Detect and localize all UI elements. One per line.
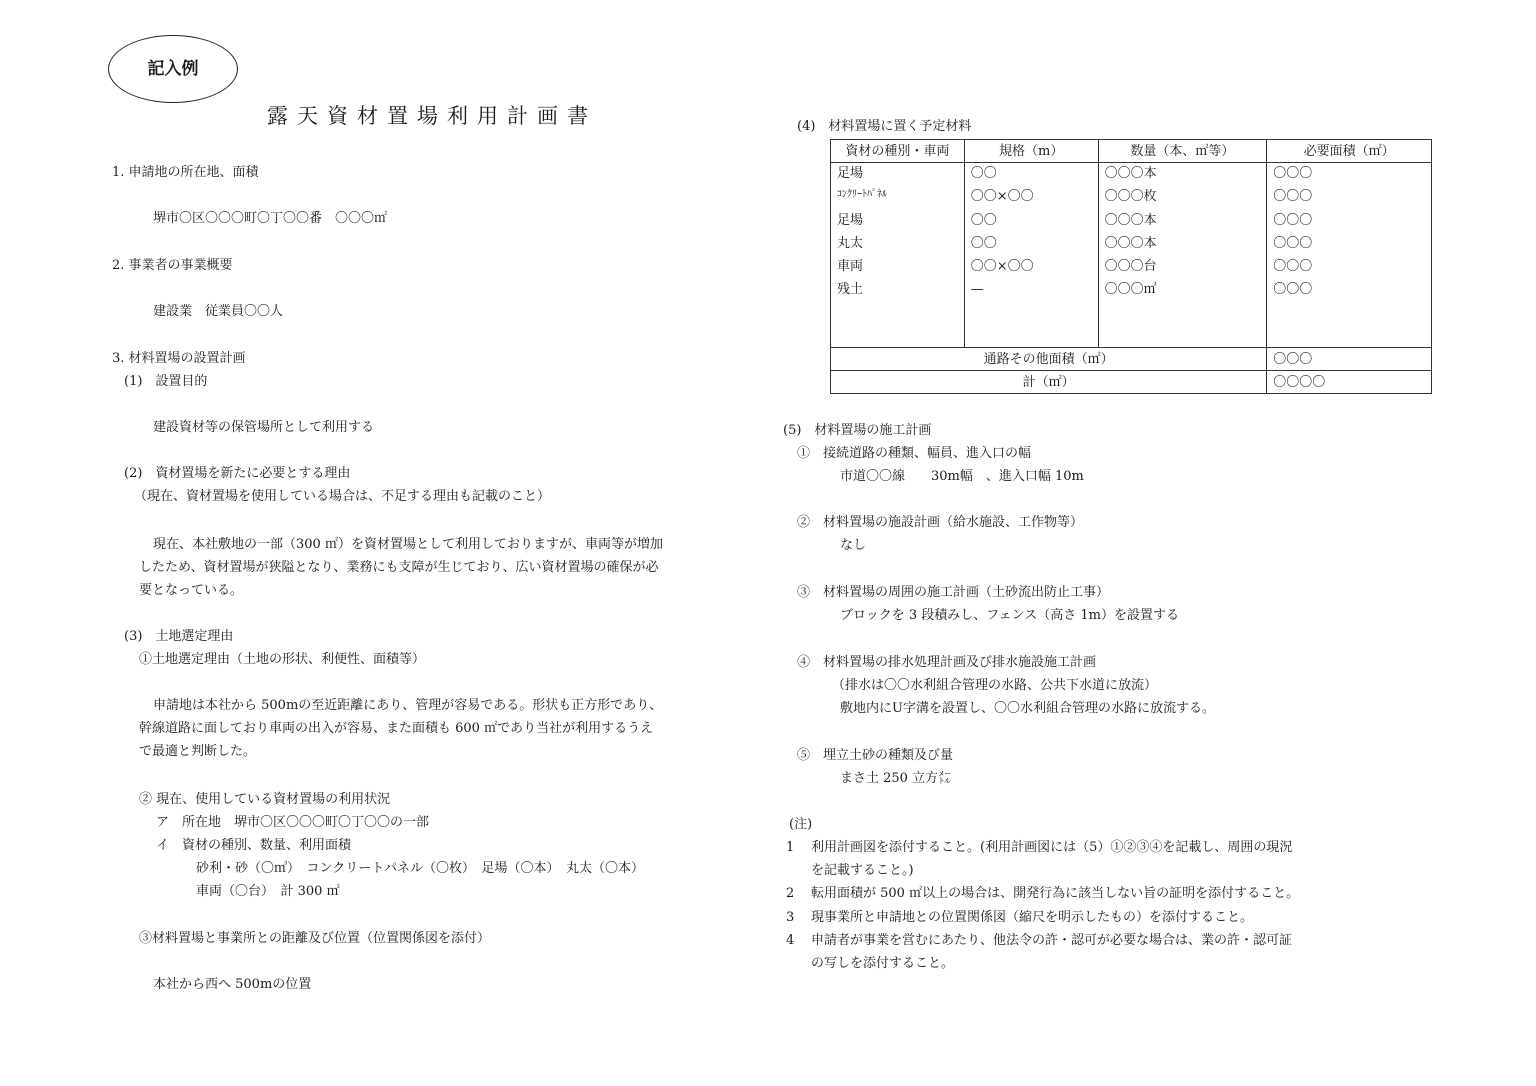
section-3-3-2-location: ア 所在地 堺市〇区〇〇〇町〇丁〇〇の一部 (156, 815, 430, 830)
table-cell: 〇〇〇台 (1104, 259, 1157, 275)
section-3-2-body-line-2: したため、資材置場が狭隘となり、業務にも支障が生じており、広い資材置場の確保が必 (139, 560, 659, 575)
note-text: 現事業所と申請地との位置関係図（縮尺を明示したもの）を添付すること。 (811, 910, 1254, 925)
note-number: 4 (786, 933, 795, 948)
total-row (831, 371, 1432, 394)
section-3-3-1-body-line-1: 申請地は本社から 500mの至近距離にあり、管理が容易である。形状も正方形であり、 (153, 698, 663, 713)
other-area-value: 〇〇〇 (1267, 348, 1432, 371)
table-cell: 〇〇〇 (1273, 189, 1313, 205)
section-4-heading: (4) 材料置場に置く予定材料 (797, 119, 972, 134)
total-value: 〇〇〇〇 (1267, 371, 1432, 394)
section-3-2-heading: (2) 資材置場を新たに必要とする理由 (124, 466, 351, 481)
table-cell: 〇〇〇 (1273, 166, 1313, 181)
table-cell: ｺﾝｸﾘｰﾄﾊﾟﾈﾙ (837, 189, 887, 201)
materials-table (830, 139, 1432, 394)
section-3-2-body-line-1: 現在、本社敷地の一部（300 ㎡）を資材置場として利用しておりますが、車両等が増加 (153, 537, 663, 552)
section-5-1-heading: ① 接続道路の種類、幅員、進入口の幅 (797, 446, 1032, 461)
example-badge-label: 記入例 (147, 58, 199, 79)
section-5-1-body: 市道〇〇線 30m幅 、進入口幅 10m (840, 469, 1084, 484)
section-3-3-2-materials-line-2: 車両（〇台） 計 300 ㎡ (196, 884, 340, 899)
quantity-column (1098, 163, 1267, 348)
material-type-column (831, 163, 965, 348)
section-5-heading: (5) 材料置場の施工計画 (783, 423, 932, 438)
table-header: 規格（m） (964, 140, 1098, 163)
note-text: を記載すること。) (811, 863, 914, 878)
section-1-body: 堺市〇区〇〇〇町〇丁〇〇番 〇〇〇㎡ (153, 211, 388, 226)
section-3-1-body: 建設資材等の保管場所として利用する (153, 420, 375, 435)
table-cell: 車両 (837, 259, 864, 275)
section-5-5-heading: ⑤ 埋立土砂の種類及び量 (797, 748, 954, 763)
table-cell: 足場 (837, 166, 864, 181)
table-cell: 〇〇〇 (1273, 282, 1313, 298)
note-number: 2 (786, 886, 795, 901)
note-number: 1 (786, 840, 795, 855)
section-5-2-body: なし (840, 538, 867, 553)
table-cell: 〇〇 (970, 235, 997, 251)
table-cell: 〇〇 (970, 166, 997, 181)
table-header: 数量（本、㎡等） (1098, 140, 1267, 163)
table-cell: 〇〇〇㎥ (1104, 282, 1157, 298)
table-cell: 足場 (837, 212, 864, 228)
table-cell: 〇〇〇 (1273, 212, 1313, 228)
table-cell: 丸太 (837, 235, 864, 251)
table-header: 資材の種別・車両 (831, 140, 965, 163)
table-header: 必要面積（㎡） (1267, 140, 1432, 163)
section-5-5-body: まさ土 250 立方㍍ (840, 771, 952, 786)
table-body (831, 163, 1432, 348)
section-2-heading: 2. 事業者の事業概要 (112, 258, 233, 273)
section-5-4-heading: ④ 材料置場の排水処理計画及び排水施設施工計画 (797, 655, 1097, 670)
section-3-3-3-heading: ③材料置場と事業所との距離及び位置（位置関係図を添付） (139, 931, 491, 946)
spec-column (964, 163, 1098, 348)
table-cell: 〇〇 (970, 212, 997, 228)
note-text: の写しを添付すること。 (811, 956, 955, 971)
table-cell: 〇〇〇本 (1104, 235, 1157, 251)
table-cell: 〇〇〇 (1273, 259, 1313, 275)
document-title: 露天資材置場利用計画書 (267, 104, 597, 128)
section-5-3-body: ブロックを 3 段積みし、フェンス（高さ 1m）を設置する (840, 608, 1179, 623)
table-cell: 〇〇〇枚 (1104, 189, 1157, 205)
section-5-2-heading: ② 材料置場の施設計画（給水施設、工作物等） (797, 515, 1084, 530)
section-3-3-1-heading: ①土地選定理由（土地の形状、利便性、面積等） (139, 652, 426, 667)
required-area-column (1267, 163, 1432, 348)
section-2-body: 建設業 従業員〇〇人 (153, 304, 284, 319)
section-3-3-3-body: 本社から西へ 500mの位置 (153, 977, 312, 992)
section-3-3-1-body-line-3: で最適と判断した。 (139, 744, 257, 759)
total-label: 計（㎡） (831, 371, 1267, 394)
section-3-2-note: （現在、資材置場を使用している場合は、不足する理由も記載のこと） (134, 489, 551, 504)
note-text: 申請者が事業を営むにあたり、他法令の許・認可が必要な場合は、業の許・認可証 (811, 933, 1293, 948)
section-3-3-2-heading: ② 現在、使用している資材置場の利用状況 (139, 792, 391, 807)
section-3-1-heading: (1) 設置目的 (124, 374, 208, 389)
section-3-3-2-materials-heading: イ 資材の種別、数量、利用面積 (156, 838, 352, 853)
section-3-2-body-line-3: 要となっている。 (139, 583, 244, 598)
table-cell: 〇〇×〇〇 (970, 259, 1034, 275)
section-3-heading: 3. 材料置場の設置計画 (112, 351, 246, 366)
other-area-label: 通路その他面積（㎡） (831, 348, 1267, 371)
section-5-4-note: （排水は〇〇水利組合管理の水路、公共下水道に放流） (832, 678, 1158, 693)
section-3-3-1-body-line-2: 幹線道路に面しており車両の出入が容易、また面積も 600 ㎡であり当社が利用するうえ (139, 721, 654, 736)
other-area-row (831, 348, 1432, 371)
notes-heading: (注) (789, 817, 813, 832)
table-cell: 残土 (837, 282, 864, 298)
section-5-3-heading: ③ 材料置場の周囲の施工計画（土砂流出防止工事） (797, 585, 1110, 600)
table-header-row (831, 140, 1432, 163)
table-cell: 〇〇×〇〇 (970, 189, 1034, 205)
table-cell: 〇〇〇本 (1104, 166, 1157, 181)
section-1-heading: 1. 申請地の所在地、面積 (112, 165, 259, 180)
table-cell: 〇〇〇 (1273, 235, 1313, 251)
section-3-3-2-materials-line-1: 砂利・砂（〇㎥） コンクリートパネル（〇枚） 足場（〇本） 丸太（〇本） (196, 861, 644, 876)
section-3-3-heading: (3) 土地選定理由 (124, 629, 234, 644)
note-text: 利用計画図を添付すること。(利用計画図には（5）①②③④を記載し、周囲の現況 (811, 840, 1293, 855)
example-badge (108, 35, 238, 103)
table-cell: 〇〇〇本 (1104, 212, 1157, 228)
section-5-4-body: 敷地内にU字溝を設置し、〇〇水利組合管理の水路に放流する。 (840, 701, 1215, 716)
note-number: 3 (786, 910, 795, 925)
note-text: 転用面積が 500 ㎡以上の場合は、開発行為に該当しない旨の証明を添付すること。 (811, 886, 1300, 901)
table-cell: — (970, 282, 984, 298)
